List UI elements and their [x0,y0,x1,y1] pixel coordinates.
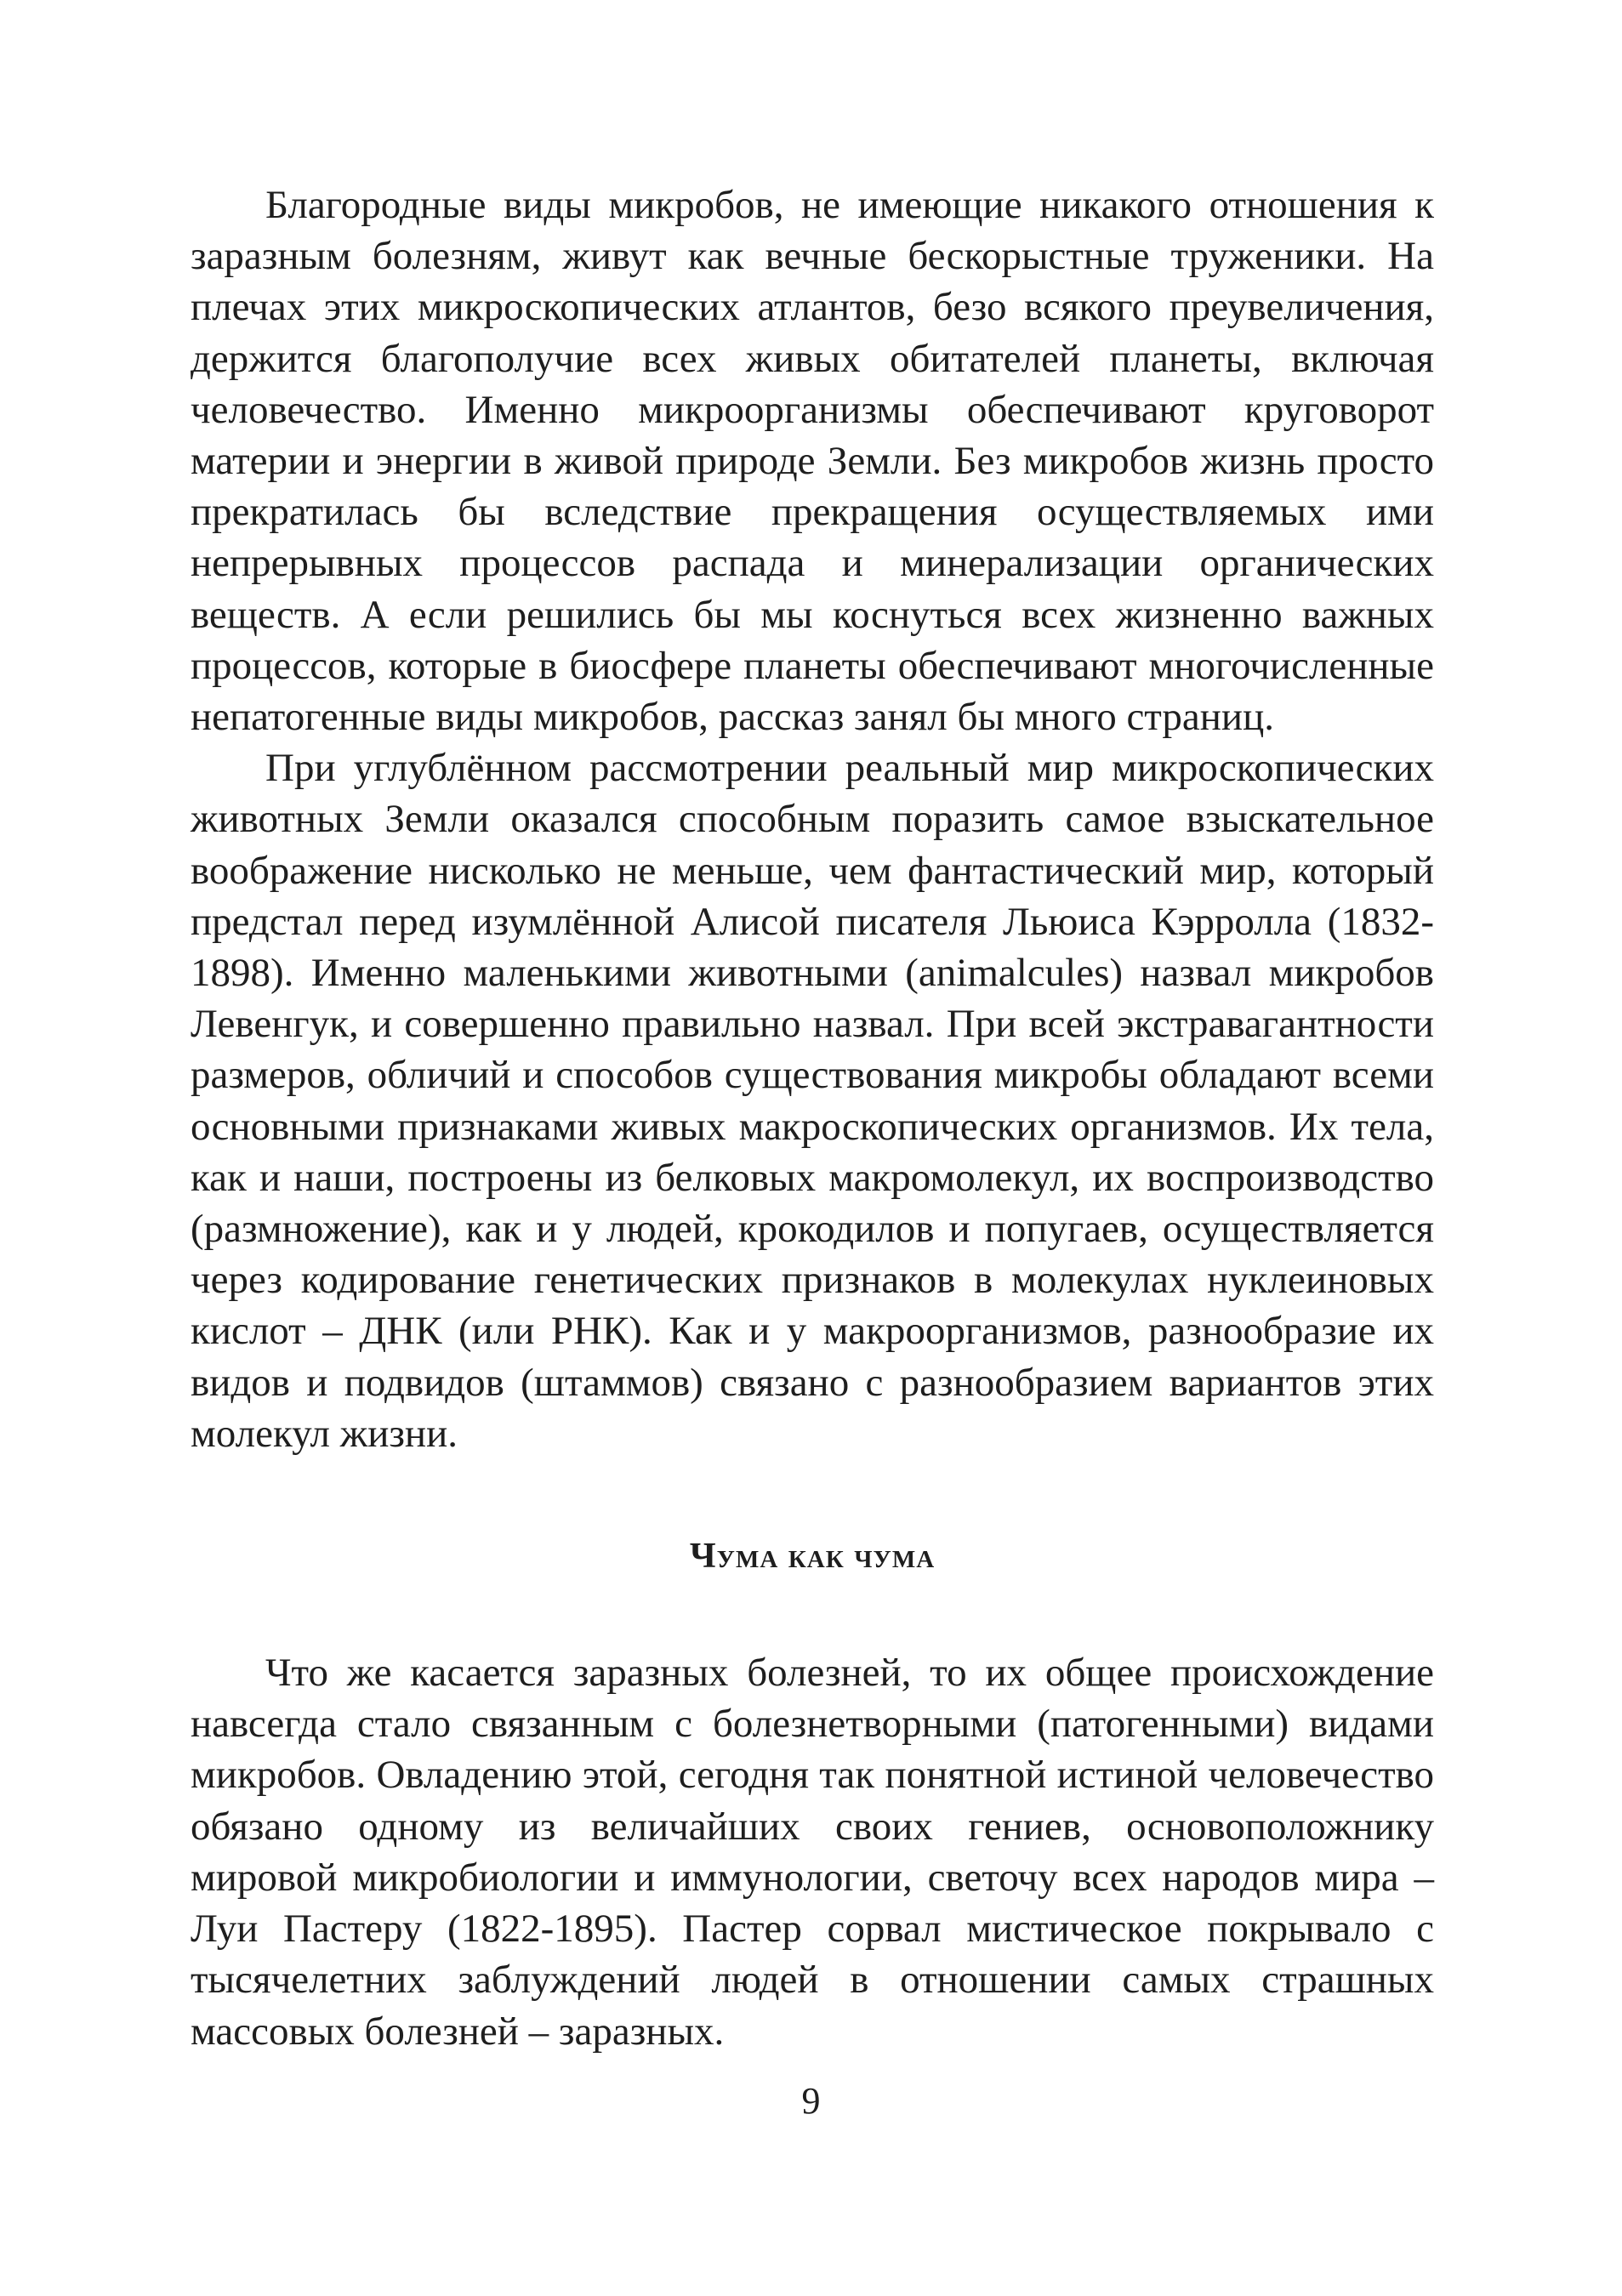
section-heading: Чума как чума [689,1537,936,1577]
paragraph: Благородные виды микробов, не имеющие никакого отношения к заразным болезням, живут как вечные бескорыстные труженики. На плечах этих микроскопических атлантов, безо всякого преувеличения, держится благополучие всех живых обитателей планеты, включая человечество. Именно микроорганизмы обеспечивают круговорот материи и энергии в живой природе Земли. Без микробов жизнь просто прекратилась бы вследствие прекращения осуществляемых ими непрерывных процессов распада и минерализации органических веществ. А если решились бы мы коснуться всех жизненно важных процессов, которые в биосфере планеты обеспечивают многочисленные непатогенные виды микробов, рассказ занял бы много страниц. [191,183,1434,740]
paragraph: При углублённом рассмотрении реальный мир микроскопических животных Земли оказался способным поразить самое взыскательное воображение нисколько не меньше, чем фантастический мир, который предстал перед изумлённой Алисой писателя Льюиса Кэрролла (1832-1898). Именно маленькими животными (animalcules) назвал микробов Левенгук, и совершенно правильно назвал. При всей экстравагантности размеров, обличий и способов существования микробы обладают всеми основными признаками живых макроскопических организмов. Их тела, как и наши, построены из белковых макромолекул, их воспроизводство (размножение), как и у людей, крокодилов и попугаев, осуществляется через кодирование генетических признаков в молекулах нуклеиновых кислот – ДНК (или РНК). Как и у макроорганизмов, разнообразие их видов и подвидов (штаммов) связано с разнообразием вариантов этих молекул жизни. [191,746,1434,1456]
paragraph: Что же касается заразных болезней, то их общее происхождение навсегда стало связанным с болезнетворными (патогенными) видами микробов. Овладению этой, сегодня так понятной истиной человечество обязано одному из величайших своих гениев, основоположнику мировой микробиологии и иммунологии, светочу всех народов мира – Луи Пастеру (1822-1895). Пастер сорвал мистическое покрывало с тысячелетних заблуждений людей в отношении самых страшных массовых болезней – заразных. [191,1651,1434,2054]
text-block-top [191,179,1434,1459]
text-block-bottom [191,1647,1434,2057]
page-number: 9 [801,2080,821,2122]
page-body [191,179,1434,2057]
